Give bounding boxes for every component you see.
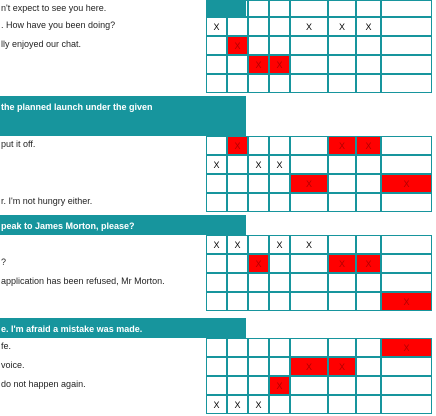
grid-cell[interactable]	[356, 273, 381, 292]
grid-cell-marked[interactable]: X	[290, 235, 328, 254]
grid-cell-marked[interactable]: X	[206, 235, 227, 254]
grid-cell[interactable]	[290, 55, 328, 74]
grid-cell-marked[interactable]: X	[269, 155, 290, 174]
grid-cell[interactable]	[269, 395, 290, 414]
grid-cell[interactable]	[328, 235, 356, 254]
grid-cell[interactable]	[227, 338, 248, 357]
grid-cell-marked[interactable]: X	[206, 395, 227, 414]
grid-cell[interactable]	[381, 273, 432, 292]
grid-cell[interactable]	[356, 174, 381, 193]
grid-cell[interactable]	[206, 136, 227, 155]
grid-cell[interactable]	[227, 254, 248, 273]
grid-cell[interactable]	[356, 193, 381, 212]
grid-cell[interactable]	[248, 174, 269, 193]
section-header-text: peak to James Morton, please?	[1, 221, 135, 231]
grid-cell[interactable]	[356, 338, 381, 357]
question-text: . How have you been doing?	[1, 20, 116, 30]
grid-cell[interactable]	[328, 376, 356, 395]
grid-cell[interactable]	[206, 74, 227, 93]
grid-cell[interactable]	[328, 292, 356, 311]
grid-cell[interactable]	[248, 338, 269, 357]
grid-cell-incorrect[interactable]: X	[248, 55, 269, 74]
grid-cell[interactable]	[248, 273, 269, 292]
grid-cell[interactable]	[248, 74, 269, 93]
grid-cell-marked[interactable]: X	[328, 17, 356, 36]
grid-cell-incorrect[interactable]: X	[290, 174, 328, 193]
grid-cell[interactable]	[248, 357, 269, 376]
grid-cell[interactable]	[290, 74, 328, 93]
grid-cell[interactable]	[290, 292, 328, 311]
grid-cell[interactable]	[227, 74, 248, 93]
grid-cell-marked[interactable]: X	[356, 17, 381, 36]
grid-cell[interactable]	[356, 235, 381, 254]
grid-cell[interactable]	[381, 17, 432, 36]
grid-cell[interactable]	[206, 193, 227, 212]
grid-cell[interactable]	[381, 36, 432, 55]
grid-cell[interactable]	[206, 357, 227, 376]
grid-cell[interactable]	[227, 292, 248, 311]
grid-cell[interactable]	[248, 36, 269, 55]
grid-cell-marked[interactable]: X	[290, 17, 328, 36]
grid-cell[interactable]	[248, 17, 269, 36]
grid-cell[interactable]	[206, 273, 227, 292]
grid-cell[interactable]	[227, 273, 248, 292]
grid-cell[interactable]	[328, 74, 356, 93]
grid-cell[interactable]	[356, 74, 381, 93]
grid-cell-marked[interactable]: X	[227, 395, 248, 414]
grid-cell[interactable]	[227, 174, 248, 193]
grid-cell[interactable]	[269, 273, 290, 292]
grid-cell[interactable]	[269, 36, 290, 55]
grid-cell[interactable]	[206, 254, 227, 273]
grid-cell[interactable]	[269, 74, 290, 93]
grid-cell[interactable]	[290, 254, 328, 273]
grid-cell-incorrect[interactable]: X	[290, 357, 328, 376]
grid-cell[interactable]	[328, 0, 356, 17]
question-text: do not happen again.	[1, 379, 86, 389]
question-text: application has been refused, Mr Morton.	[1, 276, 165, 286]
grid-cell-incorrect[interactable]: X	[381, 174, 432, 193]
grid-cell[interactable]	[381, 395, 432, 414]
grid-cell[interactable]	[381, 74, 432, 93]
grid-cell[interactable]	[356, 0, 381, 17]
grid-cell[interactable]	[227, 17, 248, 36]
grid-cell[interactable]	[269, 254, 290, 273]
grid-cell-incorrect[interactable]: X	[248, 254, 269, 273]
grid-cell[interactable]	[356, 36, 381, 55]
grid-cell-marked[interactable]: X	[248, 155, 269, 174]
grid-cell[interactable]	[328, 155, 356, 174]
grid-cell[interactable]	[248, 193, 269, 212]
grid-cell-incorrect[interactable]: X	[328, 357, 356, 376]
grid-cell[interactable]	[248, 292, 269, 311]
grid-cell[interactable]	[206, 376, 227, 395]
question-text: fe.	[1, 341, 12, 351]
grid-cell-marked[interactable]: X	[248, 395, 269, 414]
grid-cell-marked[interactable]: X	[227, 235, 248, 254]
grid-cell[interactable]	[206, 0, 227, 17]
grid-cell-marked[interactable]: X	[206, 17, 227, 36]
grid-cell-incorrect[interactable]: X	[269, 55, 290, 74]
grid-cell[interactable]	[248, 0, 269, 17]
grid-cell[interactable]	[227, 0, 248, 17]
grid-cell[interactable]	[227, 357, 248, 376]
grid-cell[interactable]	[290, 338, 328, 357]
grid-cell-incorrect[interactable]: X	[328, 254, 356, 273]
grid-cell[interactable]	[328, 338, 356, 357]
grid-cell[interactable]	[381, 376, 432, 395]
grid-cell[interactable]	[290, 155, 328, 174]
grid-cell[interactable]	[328, 174, 356, 193]
grid-cell[interactable]	[381, 0, 432, 17]
grid-cell[interactable]	[290, 36, 328, 55]
question-text: r. I'm not hungry either.	[1, 196, 93, 206]
grid-cell-incorrect[interactable]: X	[328, 136, 356, 155]
grid-cell[interactable]	[356, 395, 381, 414]
grid-cell[interactable]	[356, 292, 381, 311]
grid-cell[interactable]	[269, 174, 290, 193]
grid-cell[interactable]	[269, 136, 290, 155]
question-text: n't expect to see you here.	[1, 3, 107, 13]
grid-cell-marked[interactable]: X	[269, 235, 290, 254]
grid-cell[interactable]	[269, 292, 290, 311]
question-text: lly enjoyed our chat.	[1, 39, 82, 49]
grid-cell-marked[interactable]: X	[206, 155, 227, 174]
grid-cell-incorrect[interactable]: X	[381, 338, 432, 357]
grid-cell-incorrect[interactable]: X	[356, 254, 381, 273]
grid-cell[interactable]	[328, 193, 356, 212]
section-header-text: e. I'm afraid a mistake was made.	[1, 324, 143, 334]
grid-cell[interactable]	[381, 55, 432, 74]
grid-cell[interactable]	[356, 55, 381, 74]
grid-cell-incorrect[interactable]: X	[381, 292, 432, 311]
question-text: ?	[1, 257, 7, 267]
grid-cell[interactable]	[269, 338, 290, 357]
grid-cell[interactable]	[269, 0, 290, 17]
grid-cell[interactable]	[248, 376, 269, 395]
grid-cell[interactable]	[248, 136, 269, 155]
grid-cell[interactable]	[381, 155, 432, 174]
question-text: put it off.	[1, 139, 36, 149]
grid-cell[interactable]	[206, 292, 227, 311]
grid-cell[interactable]	[227, 155, 248, 174]
grid-cell[interactable]	[248, 235, 269, 254]
grid-cell-incorrect[interactable]: X	[356, 136, 381, 155]
grid-cell[interactable]	[328, 36, 356, 55]
grid-cell[interactable]	[356, 155, 381, 174]
grid-cell[interactable]	[206, 174, 227, 193]
grid-cell[interactable]	[269, 17, 290, 36]
grid-cell[interactable]	[328, 273, 356, 292]
grid-cell[interactable]	[290, 395, 328, 414]
grid-cell[interactable]	[381, 193, 432, 212]
grid-cell[interactable]	[290, 376, 328, 395]
grid-cell[interactable]	[206, 338, 227, 357]
grid-cell[interactable]	[290, 0, 328, 17]
grid-cell[interactable]	[381, 235, 432, 254]
grid-cell-incorrect[interactable]: X	[269, 376, 290, 395]
grid-cell[interactable]	[328, 395, 356, 414]
grid-cell[interactable]	[290, 136, 328, 155]
grid-cell-incorrect[interactable]: X	[227, 136, 248, 155]
grid-cell[interactable]	[381, 136, 432, 155]
grid-cell[interactable]	[381, 254, 432, 273]
grid-cell[interactable]	[206, 55, 227, 74]
grid-cell[interactable]	[381, 357, 432, 376]
grid-cell-incorrect[interactable]: X	[227, 36, 248, 55]
grid-cell[interactable]	[227, 193, 248, 212]
grid-cell[interactable]	[290, 273, 328, 292]
grid-cell[interactable]	[356, 357, 381, 376]
grid-cell[interactable]	[206, 36, 227, 55]
grid-cell[interactable]	[290, 193, 328, 212]
grid-cell[interactable]	[269, 357, 290, 376]
question-text: voice.	[1, 360, 25, 370]
section-header-text: the planned launch under the given	[1, 102, 153, 112]
grid-cell[interactable]	[328, 55, 356, 74]
grid-cell[interactable]	[356, 376, 381, 395]
grid-cell[interactable]	[227, 55, 248, 74]
grid-cell[interactable]	[269, 193, 290, 212]
grid-cell[interactable]	[227, 376, 248, 395]
